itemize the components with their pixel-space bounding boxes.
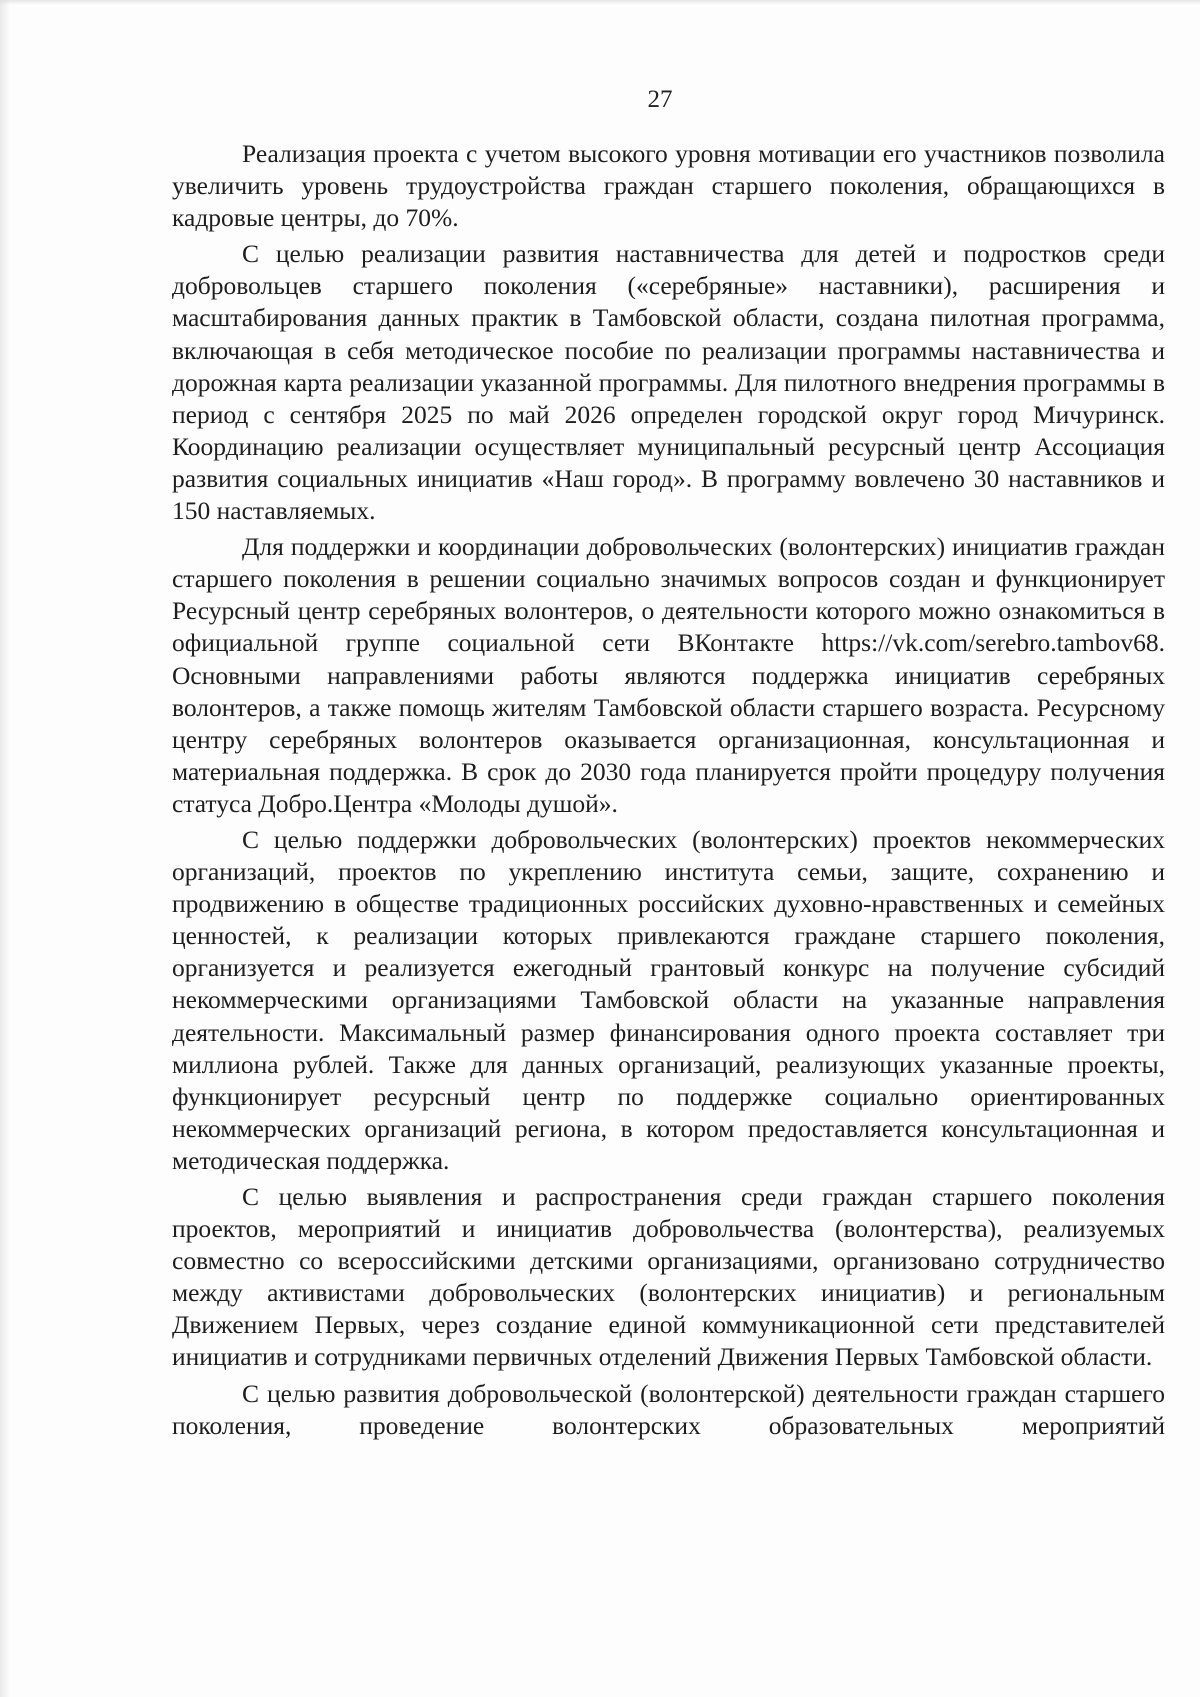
scan-edge-shadow [0,0,10,1697]
page-number: 27 [647,86,673,113]
paragraph: Реализация проекта с учетом высокого уровня мотивации его участников позволила увеличить уровень трудоустройства граждан старшего поколения, обращающихся в кадровые центры, до 70%. [172,139,1165,233]
paragraph: Для поддержки и координации добровольческих (волонтерских) инициатив граждан старшего поколения в решении социально значимых вопросов создан и функционирует Ресурсный центр серебряных волонтеров, о деятельности которого можно ознакомиться в официальной группе социальной сети ВКонтакте https://vk.com/serebro.tambov68. Основными направлениями работы являются поддержка инициатив серебряных волонтеров, а также помощь жителям Тамбовской области старшего возраста. Ресурсному центру серебряных волонтеров оказывается организационная, консультационная и материальная поддержка. В срок до 2030 года планируется пройти процедуру получения статуса Добро.Центра «Молоды душой». [172,532,1165,818]
paragraph: С целью выявления и распространения среди граждан старшего поколения проектов, мероприятий и инициатив добровольчества (волонтерства), реализуемых совместно со всероссийскими детскими организациями, организовано сотрудничество между активистами добровольческих (волонтерских инициатив) и региональным Движением Первых, через создание единой коммуникационной сети представителей инициатив и сотрудниками первичных отделений Движения Первых Тамбовской области. [172,1182,1165,1372]
paragraph: С целью поддержки добровольческих (волонтерских) проектов некоммерческих организаций, проектов по укреплению института семьи, защите, сохранению и продвижению в обществе традиционных российских духовно-нравственных и семейных ценностей, к реализации которых привлекаются граждане старшего поколения, организуется и реализуется ежегодный грантовый конкурс на получение субсидий некоммерческими организациями Тамбовской области на указанные направления деятельности. Максимальный размер финансирования одного проекта составляет три миллиона рублей. Также для данных организаций, реализующих указанные проекты, функционирует ресурсный центр по поддержке социально ориентированных некоммерческих организаций региона, в котором предоставляется консультационная и методическая поддержка. [172,824,1165,1175]
body-text [172,138,1165,1446]
paragraph: С целью развития добровольческой (волонтерской) деятельности граждан старшего поколения, проведение волонтерских образовательных мероприятий [172,1378,1165,1440]
scan-top-shadow [0,0,1200,5]
paragraph: С целью реализации развития наставничества для детей и подростков среди добровольцев старшего поколения («серебряные» наставники), расширения и масштабирования данных практик в Тамбовской области, создана пилотная программа, включающая в себя методическое пособие по реализации программы наставничества и дорожная карта реализации указанной программы. Для пилотного внедрения программы в период с сентября 2025 по май 2026 определен городской округ город Мичуринск. Координацию реализации осуществляет муниципальный ресурсный центр Ассоциация развития социальных инициатив «Наш город». В программу вовлечено 30 наставников и 150 наставляемых. [172,239,1165,526]
